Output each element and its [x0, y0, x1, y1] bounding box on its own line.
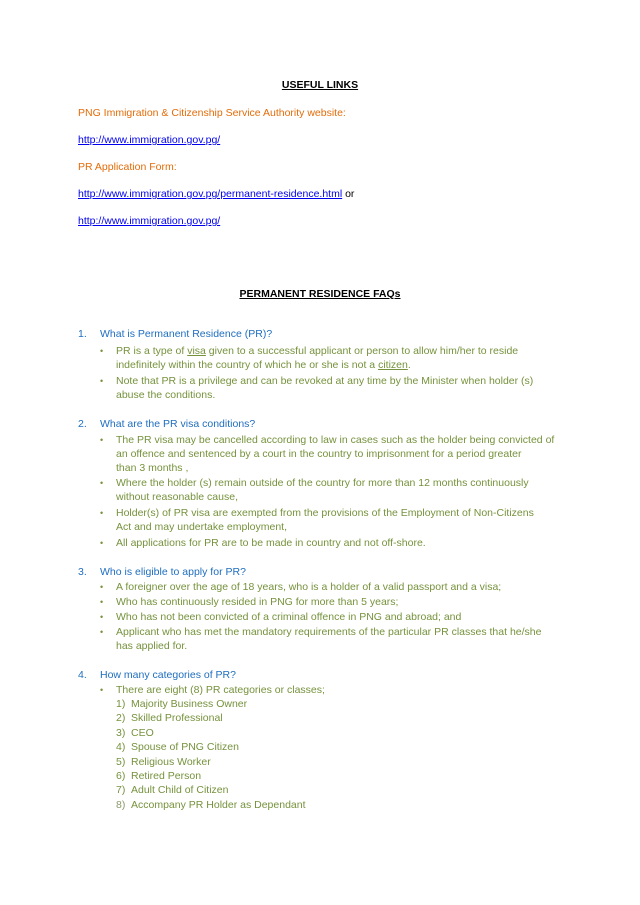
- text: indefinitely within the country of which he or she is not a: [116, 359, 379, 371]
- category-number: 1): [116, 698, 126, 710]
- category-item: [116, 711, 223, 725]
- q1-answer-2-line-2: abuse the conditions.: [116, 389, 216, 401]
- q2-answer-3-line-1: Holder(s) of PR visa are exempted from the provisions of the Employment of Non-Citizens: [116, 507, 534, 519]
- q2-answer-1-line-1: The PR visa may be cancelled according to law in cases such as the holder being convicted of: [116, 434, 555, 446]
- faq-question-4: [78, 668, 236, 682]
- category-number: 7): [116, 784, 126, 796]
- bullet: •: [100, 597, 104, 607]
- category-label: Majority Business Owner: [131, 698, 248, 710]
- question-number: 1.: [78, 328, 87, 340]
- bullet: •: [100, 376, 104, 386]
- question-number: 2.: [78, 418, 87, 430]
- bullet: •: [100, 508, 104, 518]
- category-number: 4): [116, 741, 126, 753]
- q3-answer-4-line-1: Applicant who has met the mandatory requirements of the particular PR classes that he/she: [116, 626, 542, 638]
- q2-answer-1-line-3: than 3 months ,: [116, 462, 189, 474]
- category-label: Religious Worker: [131, 756, 211, 768]
- category-item: [116, 783, 229, 797]
- citizen-link[interactable]: citizen: [378, 359, 408, 371]
- bullet: •: [100, 612, 104, 622]
- category-item: [116, 726, 154, 740]
- q2-answer-3-line-2: Act and may undertake employment,: [116, 521, 288, 533]
- q1-answer-2-line-1: Note that PR is a privilege and can be revoked at any time by the Minister when holder (s): [116, 375, 534, 387]
- bullet: •: [100, 685, 104, 695]
- form-link-alternate[interactable]: http://www.immigration.gov.pg/: [78, 215, 221, 227]
- bullet: •: [100, 582, 104, 592]
- q3-answer-3: Who has not been convicted of a criminal offence in PNG and abroad; and: [116, 611, 462, 623]
- visa-link[interactable]: visa: [187, 345, 206, 357]
- q3-answer-1: A foreigner over the age of 18 years, who is a holder of a valid passport and a visa;: [116, 581, 502, 593]
- question-text: How many categories of PR?: [100, 669, 236, 681]
- faq-heading: PERMANENT RESIDENCE FAQs: [239, 288, 401, 300]
- bullet: •: [100, 627, 104, 637]
- authority-link[interactable]: http://www.immigration.gov.pg/: [78, 134, 221, 146]
- text: given to a successful applicant or person to allow him/her to reside: [205, 345, 519, 357]
- q3-answer-2: Who has continuously resided in PNG for more than 5 years;: [116, 596, 399, 608]
- category-number: 8): [116, 799, 126, 811]
- q2-answer-2-line-2: without reasonable cause,: [116, 491, 238, 503]
- q3-answer-4-line-2: has applied for.: [116, 640, 188, 652]
- faq-question-1: [78, 327, 273, 341]
- category-label: CEO: [131, 727, 154, 739]
- form-link-primary[interactable]: http://www.immigration.gov.pg/permanent-residence.html: [78, 188, 343, 200]
- faq-question-3: [78, 565, 246, 579]
- category-item: [116, 740, 239, 754]
- q1-answer-1-line-1: [116, 344, 518, 358]
- bullet: •: [100, 346, 104, 356]
- text: PR is a type of: [116, 345, 188, 357]
- category-number: 2): [116, 712, 126, 724]
- category-label: Skilled Professional: [131, 712, 223, 724]
- category-label: Accompany PR Holder as Dependant: [131, 799, 306, 811]
- useful-links-heading: USEFUL LINKS: [281, 79, 359, 91]
- text: .: [407, 359, 411, 371]
- question-number: 4.: [78, 669, 87, 681]
- q2-answer-2-line-1: Where the holder (s) remain outside of the country for more than 12 months continuously: [116, 477, 529, 489]
- form-or-text: or: [342, 188, 355, 200]
- q2-answer-4-line-1: All applications for PR are to be made in country and not off-shore.: [116, 537, 426, 549]
- category-number: 3): [116, 727, 126, 739]
- form-label: PR Application Form:: [78, 161, 177, 173]
- q4-intro: There are eight (8) PR categories or classes;: [116, 684, 325, 696]
- q2-answer-1-line-2: an offence and sentenced by a court in the country to imprisonment for a period greater: [116, 448, 522, 460]
- category-label: Adult Child of Citizen: [131, 784, 229, 796]
- category-item: [116, 755, 211, 769]
- bullet: •: [100, 478, 104, 488]
- question-text: What is Permanent Residence (PR)?: [100, 328, 273, 340]
- form-links-line: [78, 187, 354, 201]
- category-label: Retired Person: [131, 770, 202, 782]
- category-item: [116, 798, 306, 812]
- category-number: 5): [116, 756, 126, 768]
- authority-label: PNG Immigration & Citizenship Service Authority website:: [78, 107, 346, 119]
- category-item: [116, 697, 248, 711]
- question-text: What are the PR visa conditions?: [100, 418, 256, 430]
- category-number: 6): [116, 770, 126, 782]
- bullet: •: [100, 435, 104, 445]
- q1-answer-1-line-2: [116, 358, 411, 372]
- question-text: Who is eligible to apply for PR?: [100, 566, 246, 578]
- category-item: [116, 769, 202, 783]
- category-label: Spouse of PNG Citizen: [131, 741, 239, 753]
- question-number: 3.: [78, 566, 87, 578]
- bullet: •: [100, 538, 104, 548]
- faq-question-2: [78, 417, 256, 431]
